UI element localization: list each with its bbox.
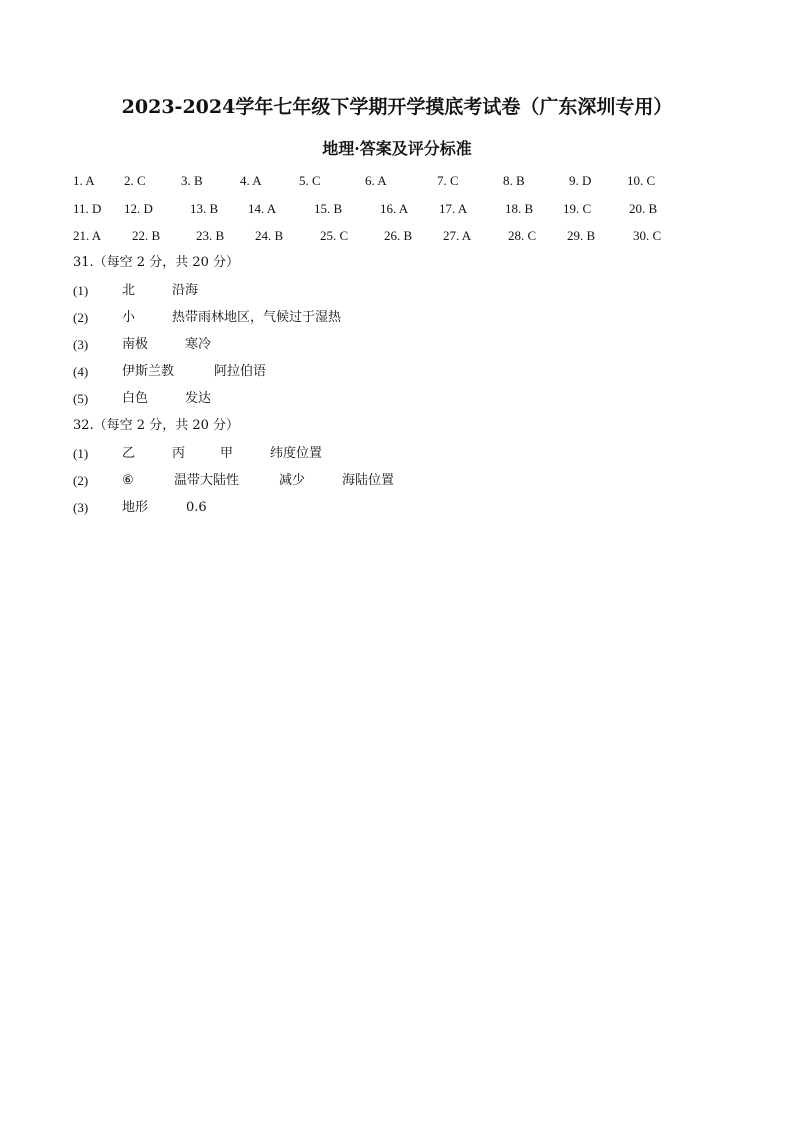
mc-answer: 5. C [299,173,321,188]
mc-answer: 6. A [365,173,387,188]
mc-answer: 17. A [439,201,468,216]
sub-question-number: (4) [73,364,89,379]
answer-cell: 0.6 [186,500,207,515]
answer-cell: 甲 [220,446,234,461]
mc-answer: 4. A [240,173,262,188]
sub-question-number: (1) [73,446,89,461]
mc-answer: 8. B [503,173,525,188]
sub-question-number: (2) [73,310,89,325]
answer-cell: 丙 [172,446,186,461]
answer-cell: 北 [122,283,136,298]
answer-cell: ⑥ [122,473,134,488]
answer-cell: 沿海 [172,283,199,298]
answer-cell: 发达 [185,391,212,406]
answer-cell: 海陆位置 [342,473,395,488]
page-subtitle: 地理·答案及评分标准 [322,139,472,158]
mc-answer: 3. B [181,173,203,188]
sub-question-number: (3) [73,500,89,515]
mc-answer: 30. C [633,228,662,243]
answer-cell: 减少 [279,473,306,488]
mc-answer: 14. A [248,201,277,216]
mc-answer: 20. B [629,201,658,216]
mc-answer: 13. B [190,201,219,216]
answer-cell: 热带雨林地区，气候过于湿热 [172,310,342,325]
mc-answer: 24. B [255,228,284,243]
mc-answer: 10. C [627,173,656,188]
sub-question-number: (3) [73,337,89,352]
sub-question-number: (1) [73,283,89,298]
answer-cell: 白色 [122,391,149,406]
mc-answer: 12. D [124,201,153,216]
mc-answer: 19. C [563,201,592,216]
mc-answer: 15. B [314,201,343,216]
page-title: 2023-2024学年七年级下学期开学摸底考试卷（广东深圳专用） [121,96,673,118]
answer-cell: 乙 [122,446,136,461]
mc-answer: 28. C [508,228,537,243]
q31-heading: 31.（每空 2 分，共 20 分） [73,255,240,270]
answer-cell: 南极 [122,337,149,352]
answer-cell: 伊斯兰教 [122,364,175,379]
answer-cell: 阿拉伯语 [214,364,267,379]
mc-answer: 22. B [132,228,161,243]
mc-answer: 26. B [384,228,413,243]
answer-cell: 寒冷 [185,337,212,352]
answer-cell: 小 [122,310,136,325]
answer-cell: 温带大陆性 [174,473,240,488]
mc-answer: 7. C [437,173,459,188]
mc-answer: 21. A [73,228,102,243]
mc-answer: 18. B [505,201,534,216]
mc-answer: 23. B [196,228,225,243]
mc-answer: 16. A [380,201,409,216]
mc-answer: 11. D [73,201,102,216]
mc-answer: 29. B [567,228,596,243]
mc-answer: 9. D [569,173,592,188]
mc-answer: 27. A [443,228,472,243]
sub-question-number: (5) [73,391,89,406]
sub-question-number: (2) [73,473,89,488]
mc-answer: 1. A [73,173,95,188]
mc-answer: 25. C [320,228,349,243]
answer-cell: 地形 [122,500,149,515]
q32-heading: 32.（每空 2 分，共 20 分） [73,418,240,433]
answer-cell: 纬度位置 [270,446,323,461]
mc-answer: 2. C [124,173,146,188]
